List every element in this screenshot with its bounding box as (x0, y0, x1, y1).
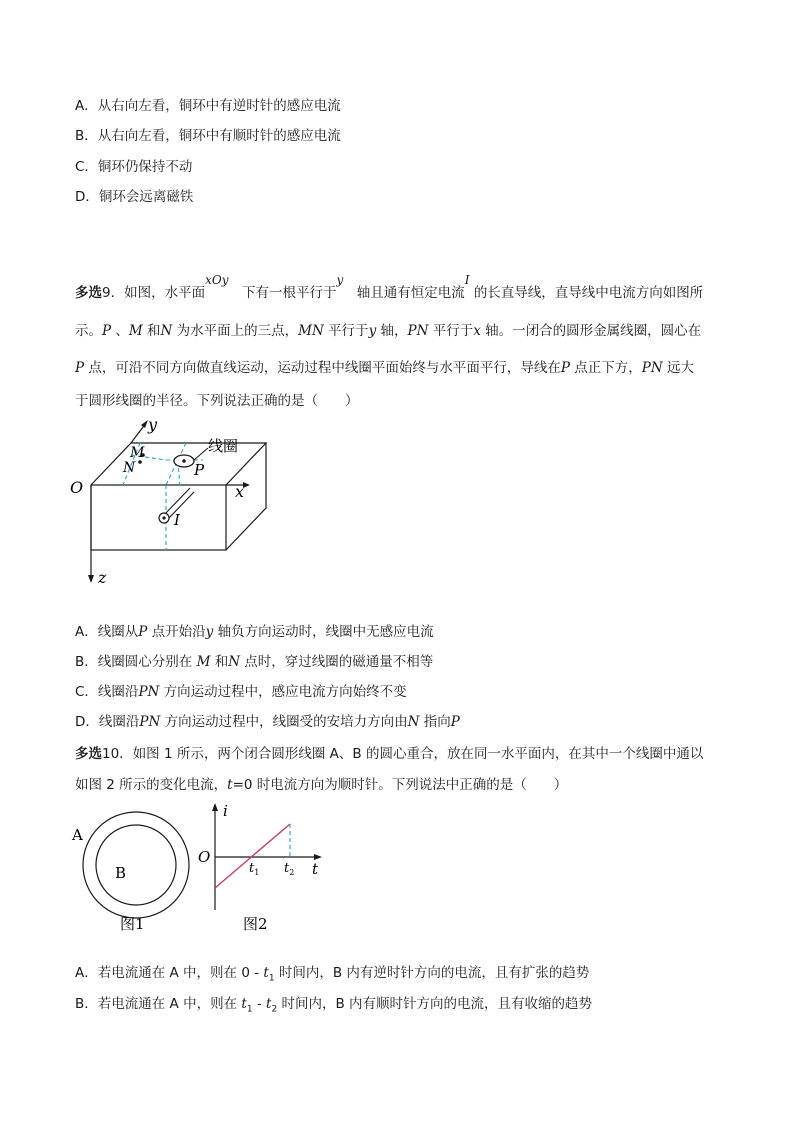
q9-text: 平行于 (328, 323, 369, 339)
q10-option-b-text: - (252, 996, 267, 1012)
q10-stem-line1 (75, 744, 703, 764)
q10-option-a (75, 963, 589, 989)
var-p: P (560, 360, 570, 376)
var-i: I (464, 273, 470, 287)
q8-option-b: B．从右向左看，铜环中有顺时针的感应电流 (75, 128, 341, 144)
q9-option-c (75, 682, 407, 702)
var-n: N (160, 323, 173, 339)
var-p: P (102, 323, 112, 339)
var-y: y (336, 273, 344, 287)
var-t2: t (266, 996, 272, 1012)
label-t-axis: t (312, 860, 319, 878)
q9-option-d (75, 712, 460, 732)
var-pn: PN (407, 323, 429, 339)
q9-option-c-text: 方向运动过程中，感应电流方向始终不变 (163, 684, 407, 700)
box-side (226, 443, 266, 550)
q10-number: 10． (102, 746, 133, 762)
var-t1: t (241, 996, 247, 1012)
q9-text: 如图，水平面 (124, 285, 206, 301)
coil-b (96, 825, 176, 905)
subscript-1: 1 (268, 973, 275, 984)
q10-stem-line2 (75, 775, 567, 795)
label-x: x (235, 482, 245, 501)
q10-text: 如图 2 所示的变化电流， (75, 777, 228, 793)
q10-option-b-text: B．若电流通在 A 中，则在 (75, 996, 242, 1012)
q9-text: 和 (147, 323, 161, 339)
q9-tag: 多选 (75, 285, 102, 301)
q9-option-a-text: A．线圈从 (75, 624, 139, 640)
wire-edge-2 (168, 492, 194, 519)
q9-stem-line4: 于圆形线圈的半径。下列说法正确的是（ ） (75, 393, 359, 409)
q9-option-c-text: C．线圈沿 (75, 684, 139, 700)
q10-option-a-text: A．若电流通在 A 中，则在 0 - (75, 965, 264, 981)
q10-figure-2 (195, 802, 335, 942)
var-pn: PN (138, 684, 160, 700)
q9-option-b (75, 652, 433, 672)
q10-option-b (75, 994, 592, 1020)
q9-text: 示。 (75, 323, 102, 339)
q9-stem-line3 (75, 358, 694, 378)
q9-option-a (75, 622, 434, 642)
var-pn: PN (641, 360, 663, 376)
q9-option-a-text: 点开始沿 (151, 624, 206, 640)
q9-stem-line1 (75, 273, 704, 303)
x-axis-arrow (243, 482, 250, 488)
q9-number: 9． (102, 285, 125, 301)
label-t1: $t_1$ (249, 861, 260, 877)
q10-text: =0 时电流方向为顺时针。下列说法中正确的是（ ） (232, 777, 568, 793)
label-coil-b: B (115, 864, 127, 882)
label-n: N (123, 460, 136, 476)
fig2-caption: 图2 (243, 915, 268, 933)
z-axis-arrow (88, 575, 94, 583)
label-p: P (194, 461, 205, 479)
q10-tag: 多选 (75, 746, 102, 762)
q9-text: 平行于 (432, 323, 474, 339)
q8-option-a: A．从右向左看，铜环中有逆时针的感应电流 (75, 98, 341, 114)
coil-pointer (194, 448, 208, 460)
var-x: x (473, 323, 481, 339)
q9-text: 下有一根平行于 (241, 285, 337, 301)
i-axis-arrow (212, 803, 218, 811)
var-y: y (205, 624, 214, 640)
var-pn: PN (139, 714, 161, 730)
label-t2: $t_2$ (284, 861, 295, 877)
coil-a (83, 812, 189, 918)
q8-option-c: C．铜环仍保持不动 (75, 159, 193, 175)
label-z: z (98, 568, 107, 587)
wire-end-dot (162, 516, 165, 519)
var-n: N (407, 714, 420, 730)
q9-option-b-text: B．线圈圆心分别在 (75, 654, 193, 670)
q10-text: 如图 1 所示，两个闭合圆形线圈 A、B 的圆心重合，放在同一水平面内，在其中一个线圈中通以 (132, 746, 704, 762)
coil-center (182, 459, 186, 463)
label-o: O (70, 478, 84, 497)
var-t1: t (263, 965, 269, 981)
current-line (215, 824, 290, 888)
q8-option-d: D．铜环会远离磁铁 (75, 189, 194, 205)
var-xoy: xOy (205, 273, 229, 287)
q9-text: 、 (115, 323, 129, 339)
q10-option-b-text: 时间内，B 内有顺时针方向的电流，且有收缩的趋势 (277, 996, 593, 1012)
subscript-2: 2 (271, 1004, 278, 1015)
label-i-axis: i (223, 802, 228, 820)
subscript-1: 1 (246, 1004, 253, 1015)
var-y: y (368, 323, 377, 339)
var-m: M (196, 654, 211, 670)
fig1-caption: 图1 (120, 915, 145, 933)
q9-text: 点，可沿不同方向做直线运动，运动过程中线圈平面始终与水平面平行，导线在 (88, 360, 561, 376)
q9-text: 远大 (666, 360, 694, 376)
var-n: N (228, 654, 240, 670)
label-origin: O (198, 848, 211, 866)
label-coil: 线圈 (208, 437, 239, 455)
q9-stem-line2 (75, 321, 701, 341)
var-p: P (75, 360, 85, 376)
q9-text: 轴且通有恒定电流 (356, 285, 465, 301)
label-i: I (174, 511, 180, 529)
q10-figure-1 (68, 802, 200, 942)
q9-text: 为水平面上的三点， (176, 323, 299, 339)
q9-text: 点正下方， (574, 360, 642, 376)
q9-option-b-text: 和 (214, 654, 229, 670)
var-m: M (128, 323, 143, 339)
q9-option-d-text: 指向 (423, 714, 451, 730)
q9-text: 的长直导线，直导线中电流方向如图所 (473, 285, 704, 301)
q9-text: 轴， (380, 323, 408, 339)
label-m: M (130, 445, 145, 461)
q9-option-a-text: 轴负方向运动时，线圈中无感应电流 (217, 624, 434, 640)
label-y: y (148, 415, 158, 434)
y-axis-arrow (141, 420, 148, 428)
label-coil-a: A (72, 826, 83, 844)
q10-option-a-text: 时间内，B 内有逆时针方向的电流，且有扩张的趋势 (274, 965, 590, 981)
var-p: P (450, 714, 460, 730)
var-p: P (138, 624, 148, 640)
var-mn: MN (298, 323, 324, 339)
q9-box-figure (68, 415, 288, 590)
q9-option-d-text: 方向运动过程中，线圈受的安培力方向由 (164, 714, 408, 730)
q9-option-b-text: 点时，穿过线圈的磁通量不相等 (244, 654, 434, 670)
var-t: t (227, 777, 233, 793)
q9-text: 轴。一闭合的圆形金属线圈，圆心在 (485, 323, 702, 339)
q9-option-d-text: D．线圈沿 (75, 714, 140, 730)
